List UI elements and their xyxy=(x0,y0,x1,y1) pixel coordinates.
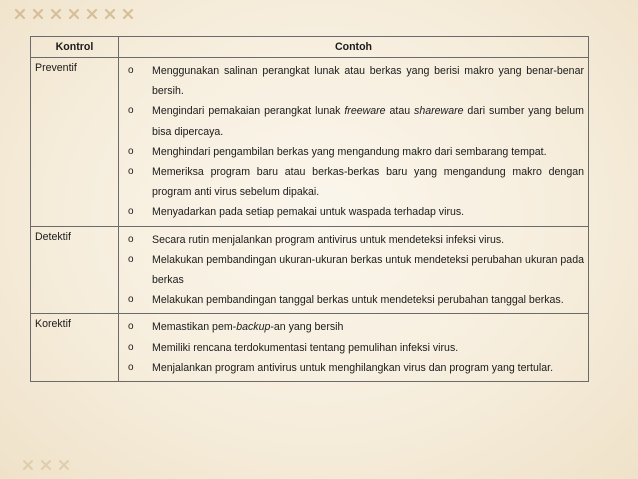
text-segment: Menjalankan program antivirus untuk menghilangkan virus dan program yang tertular. xyxy=(152,361,554,374)
text-segment: Melakukan pembandingan ukuran-ukuran berkas untuk mendeteksi perubahan ukuran pada berkas xyxy=(152,253,584,287)
example-list xyxy=(119,317,584,378)
italic-term: freeware xyxy=(344,105,386,118)
bullet-circle-icon: o xyxy=(128,233,134,245)
bullet-circle-icon: o xyxy=(128,206,134,218)
text-segment: -an yang bersih xyxy=(270,321,344,334)
list-item xyxy=(119,317,584,337)
control-examples-table xyxy=(30,36,589,382)
list-item xyxy=(119,101,584,141)
list-item xyxy=(119,162,584,202)
decorative-cross-pattern-bottom-icon xyxy=(20,453,160,475)
list-item xyxy=(119,290,584,310)
example-list-cell xyxy=(119,226,589,314)
text-segment: Memiliki rencana terdokumentasi tentang pemulihan infeksi virus. xyxy=(152,341,459,354)
table-row xyxy=(31,314,589,382)
text-segment: Menggunakan salinan perangkat lunak atau berkas yang berisi makro yang benar-benar bersih. xyxy=(152,65,584,98)
text-segment: Memeriksa program baru atau berkas-berkas baru yang mengandung makro dengan program anti virus sebelum dipakai. xyxy=(152,166,584,199)
text-segment: atau xyxy=(385,105,415,118)
list-item xyxy=(119,142,584,162)
table-header-row xyxy=(31,37,589,58)
bullet-circle-icon: o xyxy=(128,321,134,333)
bullet-circle-icon: o xyxy=(128,361,134,373)
table-body xyxy=(31,58,589,382)
text-segment: Mengindari pemakaian perangkat lunak xyxy=(152,105,345,118)
decorative-cross-pattern-icon xyxy=(12,6,152,28)
header-contoh: Contoh xyxy=(119,37,589,58)
list-item xyxy=(119,230,584,250)
list-item xyxy=(119,202,584,222)
control-type-label: Preventif xyxy=(31,58,119,227)
example-list xyxy=(119,61,584,223)
list-item xyxy=(119,250,584,290)
example-list-cell xyxy=(119,314,589,382)
header-kontrol: Kontrol xyxy=(31,37,119,58)
bullet-circle-icon: o xyxy=(128,253,134,265)
list-item xyxy=(119,61,584,101)
text-segment: dari sumber yang belum bisa dipercaya. xyxy=(152,105,585,138)
italic-term: shareware xyxy=(414,105,464,118)
bullet-circle-icon: o xyxy=(128,341,134,353)
list-item xyxy=(119,358,584,378)
bullet-circle-icon: o xyxy=(128,65,134,76)
text-segment: Memastikan pem- xyxy=(152,321,237,334)
italic-term: backup xyxy=(236,321,271,334)
text-segment: Menghindari pengambilan berkas yang mengandung makro dari sembarang tempat. xyxy=(152,145,547,158)
text-segment: Menyadarkan pada setiap pemakai untuk waspada terhadap virus. xyxy=(152,206,465,219)
table-row xyxy=(31,226,589,314)
table-row xyxy=(31,58,589,227)
bullet-circle-icon: o xyxy=(128,105,134,117)
control-type-label: Detektif xyxy=(31,226,119,314)
text-segment: Melakukan pembandingan tanggal berkas untuk mendeteksi perubahan tanggal berkas. xyxy=(152,294,564,307)
example-list xyxy=(119,230,584,311)
bullet-circle-icon: o xyxy=(128,166,134,178)
control-type-label: Korektif xyxy=(31,314,119,382)
example-list-cell xyxy=(119,58,589,227)
bullet-circle-icon: o xyxy=(128,294,134,306)
bullet-circle-icon: o xyxy=(128,145,134,157)
list-item xyxy=(119,338,584,358)
text-segment: Secara rutin menjalankan program antivirus untuk mendeteksi infeksi virus. xyxy=(152,233,505,246)
